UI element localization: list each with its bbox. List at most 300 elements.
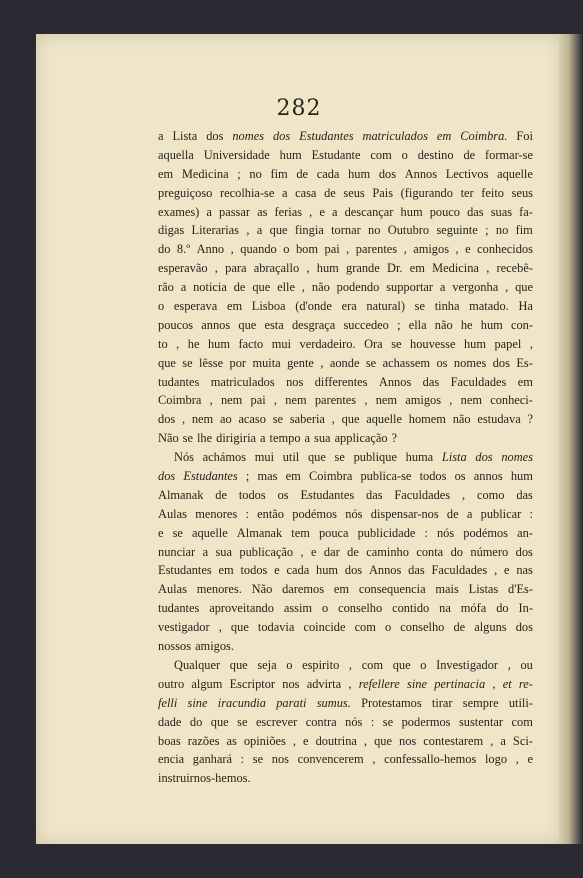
text-word: felli <box>158 695 178 710</box>
text-word: he <box>187 336 200 351</box>
text-word: conselho <box>338 601 383 616</box>
text-word: passar <box>219 204 250 219</box>
text-line <box>158 448 533 467</box>
text-word: , <box>462 487 466 502</box>
text-word: em <box>285 469 301 484</box>
text-word: cada <box>286 563 310 578</box>
text-word: estudava <box>477 412 521 427</box>
text-word: dos <box>158 469 176 484</box>
text-word: vergonha <box>452 280 499 295</box>
text-word: de <box>296 166 309 181</box>
text-word: a <box>202 544 209 559</box>
text-word: tornar <box>331 223 361 238</box>
text-word: advirta <box>306 676 342 691</box>
text-word: con- <box>510 317 533 332</box>
text-word: podendo <box>336 280 380 295</box>
text-word: Almanak <box>236 525 283 540</box>
text-word: mas <box>257 469 278 484</box>
text-word: todavia <box>257 620 295 635</box>
text-word: fingia <box>294 223 324 238</box>
text-word: applicação <box>334 431 388 446</box>
text-word: sustentar <box>458 714 504 729</box>
text-word: ao <box>219 412 232 427</box>
text-word: cada <box>316 166 340 181</box>
text-word: Faculdades <box>450 374 507 389</box>
text-word: hum <box>463 336 486 351</box>
text-word: annos <box>201 317 231 332</box>
text-word: , <box>320 355 324 370</box>
text-word: elle <box>277 280 295 295</box>
text-word: ferias <box>274 204 303 219</box>
text-word: Qualquer <box>174 657 221 672</box>
text-word: nas <box>516 563 533 578</box>
text-word: a <box>466 506 473 521</box>
text-word: to <box>158 336 168 351</box>
text-word: esperavão <box>158 261 208 276</box>
text-line <box>158 278 533 297</box>
text-word: , <box>306 261 310 276</box>
book-page <box>36 34 562 844</box>
text-word: e <box>311 544 317 559</box>
text-word: matriculados <box>210 374 275 389</box>
text-line <box>158 675 533 694</box>
text-word: succedeo <box>343 317 389 332</box>
text-word: Universidade <box>203 147 270 162</box>
text-word: , <box>331 412 335 427</box>
text-word: , <box>309 204 313 219</box>
text-word: re- <box>518 676 533 691</box>
text-word: exames) <box>158 204 200 219</box>
text-word: que <box>229 657 248 672</box>
text-word: em <box>333 582 350 597</box>
text-word: quando <box>240 242 277 257</box>
text-word: não <box>434 317 453 332</box>
text-word: a <box>158 129 164 143</box>
text-word: Outubro <box>387 223 430 238</box>
text-word: doutrina <box>315 733 357 748</box>
text-word: nem <box>375 393 398 408</box>
text-word: houvesse <box>410 336 456 351</box>
text-line <box>158 165 533 184</box>
text-word: fim <box>515 223 533 238</box>
text-line <box>158 297 533 316</box>
text-word: conhecidos <box>477 242 533 257</box>
text-word: Não <box>251 582 273 597</box>
text-word: (d'onde <box>295 299 332 314</box>
text-word: escrever <box>255 714 298 729</box>
text-word: ter <box>460 185 474 200</box>
text-word: todos <box>419 469 447 484</box>
text-word: daremos <box>282 582 325 597</box>
text-word: Nós <box>174 450 194 465</box>
text-word: a <box>439 280 446 295</box>
text-word: , <box>273 393 278 408</box>
text-word: ? <box>527 412 533 427</box>
text-word: , <box>346 242 350 257</box>
text-word: confessallo-hemos <box>384 752 477 767</box>
text-word: era <box>341 299 357 314</box>
text-word: aquelle <box>366 412 402 427</box>
text-word: seus <box>343 185 365 200</box>
text-word: Aulas <box>158 506 187 521</box>
text-word: dos <box>158 412 176 427</box>
text-word: descançar <box>344 204 394 219</box>
text-word: , <box>301 280 305 295</box>
text-word: sine <box>407 676 427 691</box>
text-word: dispensar-nos <box>370 506 439 521</box>
text-word: bom <box>295 242 318 257</box>
text-word: publicidade <box>357 525 416 540</box>
text-word: pai <box>250 393 266 408</box>
text-word: hum <box>400 204 423 219</box>
text-word: contestarem <box>423 733 484 748</box>
text-word: acaso <box>238 412 266 427</box>
text-word: parati <box>276 695 307 710</box>
text-line <box>158 713 533 732</box>
text-line <box>158 146 533 165</box>
text-word: que <box>269 223 288 238</box>
text-word: Literarias <box>191 223 239 238</box>
text-word: , <box>529 336 533 351</box>
text-word: nem <box>191 412 214 427</box>
text-word: hum <box>348 166 371 181</box>
text-word: não <box>311 280 330 295</box>
text-word: em <box>517 374 533 389</box>
text-word: fim <box>270 166 288 181</box>
text-word: e <box>465 242 471 257</box>
text-word: de <box>347 544 359 559</box>
text-word: boas <box>158 733 181 748</box>
text-line <box>158 486 533 505</box>
text-word: conta <box>416 544 444 559</box>
text-word: preguiçoso <box>158 185 213 200</box>
text-word: logo <box>484 752 508 767</box>
text-word: Listas <box>468 582 499 597</box>
text-word: a <box>304 431 311 446</box>
text-word: aquelle <box>497 166 533 181</box>
text-word: as <box>226 733 237 748</box>
text-word: e <box>303 733 309 748</box>
text-word: pouco <box>429 204 460 219</box>
text-line <box>158 354 533 373</box>
text-word: tem <box>291 525 310 540</box>
text-word: Foi <box>516 129 533 143</box>
text-word: Estudantes <box>183 469 238 484</box>
text-word: podémos <box>463 525 509 540</box>
text-word: dos <box>515 620 533 635</box>
text-line <box>158 373 533 392</box>
text-word: pai <box>324 242 340 257</box>
text-word: nos <box>282 676 300 691</box>
text-word: dos <box>378 166 397 181</box>
text-word: do <box>450 544 463 559</box>
text-word: , <box>449 393 453 408</box>
text-word: algum <box>191 676 223 691</box>
text-word: homem <box>408 412 446 427</box>
text-word: podémos <box>292 506 338 521</box>
text-word: Annos <box>378 374 412 389</box>
text-word: destino <box>417 147 454 162</box>
text-word: feito <box>481 185 504 200</box>
text-word: hum <box>316 261 339 276</box>
text-word: em <box>226 299 243 314</box>
text-line <box>158 524 533 543</box>
text-word: publique <box>353 450 397 465</box>
text-line <box>158 637 533 656</box>
text-word: an- <box>517 525 533 540</box>
text-word: alguns <box>474 620 507 635</box>
text-word: : <box>240 752 245 767</box>
text-word: mófa <box>460 601 487 616</box>
text-word: Faculdades <box>431 563 488 578</box>
text-word: ganhará <box>192 752 233 767</box>
text-word: d'Es- <box>508 582 533 597</box>
text-word: , <box>181 412 186 427</box>
text-word: nos <box>286 374 304 389</box>
text-word: Coimbra <box>158 393 202 408</box>
text-word: de <box>446 506 459 521</box>
text-word: differentes <box>314 374 368 389</box>
text-word: das <box>366 487 383 502</box>
text-word: a <box>331 204 338 219</box>
text-word: aquella <box>158 147 194 162</box>
text-word: que <box>230 620 249 635</box>
text-word: : <box>370 714 375 729</box>
text-word: Aulas <box>158 582 187 597</box>
text-word: fa- <box>519 204 533 219</box>
text-word: hum <box>510 469 533 484</box>
text-word: noticia <box>193 280 227 295</box>
text-word: mui <box>254 450 275 465</box>
text-word: , <box>492 676 496 691</box>
text-word: se <box>237 714 248 729</box>
text-word: esperava <box>173 299 218 314</box>
text-word: , <box>363 733 368 748</box>
text-word: dos <box>492 355 510 370</box>
text-line <box>158 732 533 751</box>
text-word: na <box>439 601 451 616</box>
text-word: , <box>176 336 180 351</box>
text-word: Lisboa <box>251 299 286 314</box>
text-word: recolhia-se <box>220 185 275 200</box>
text-word: In- <box>518 601 533 616</box>
text-word: amigos <box>405 393 442 408</box>
text-word: refellere <box>358 676 400 691</box>
text-word: encia <box>158 752 185 767</box>
text-word: matado. <box>469 299 509 314</box>
text-word: que <box>238 317 257 332</box>
text-word: (figurando <box>400 185 453 200</box>
text-word: instruirnos-hemos. <box>158 771 251 786</box>
text-line <box>158 543 533 562</box>
text-word: Coimbra <box>308 469 353 484</box>
text-word: Medicina <box>432 261 479 276</box>
text-word: hum <box>480 317 503 332</box>
text-word: Lista <box>441 450 467 465</box>
text-line <box>158 410 533 429</box>
text-word: sumus. <box>316 695 351 710</box>
text-word: , <box>455 242 459 257</box>
text-word: pouca <box>318 525 349 540</box>
text-word: Ora <box>364 336 383 351</box>
text-word: , <box>486 261 490 276</box>
text-word: do <box>189 714 203 729</box>
text-word: amigos <box>413 242 450 257</box>
text-word: número <box>470 544 509 559</box>
text-word: se <box>172 525 183 540</box>
text-word: ; <box>245 469 250 484</box>
text-word: e <box>158 525 164 540</box>
text-word: formar-se <box>485 147 533 162</box>
text-word: que <box>341 412 360 427</box>
text-word: consequencia <box>358 582 426 597</box>
text-line <box>158 240 533 259</box>
text-word: : <box>245 506 249 521</box>
text-word: no <box>368 223 381 238</box>
text-word: Faculdades <box>394 487 451 502</box>
text-word: hum <box>316 563 339 578</box>
text-word: ? <box>391 431 398 446</box>
text-word: menores. <box>196 582 242 597</box>
text-word: vestigador <box>158 620 210 635</box>
text-word: he <box>460 317 473 332</box>
text-word: das <box>422 374 440 389</box>
text-line <box>158 184 533 203</box>
text-word: , <box>403 242 407 257</box>
text-word: que <box>515 280 533 295</box>
text-word: utili- <box>508 695 533 710</box>
text-word: , <box>292 733 296 748</box>
text-word: seguinte <box>436 223 478 238</box>
text-line <box>158 694 533 713</box>
text-word: Anno <box>196 242 225 257</box>
text-word: abraçallo <box>253 261 300 276</box>
text-word: nos <box>399 733 417 748</box>
text-word: recebê- <box>496 261 533 276</box>
text-word: o <box>401 147 408 162</box>
text-word: nem <box>460 393 482 408</box>
text-word: e <box>274 563 280 578</box>
text-word: sua <box>215 544 232 559</box>
text-word: caminho <box>366 544 409 559</box>
text-word: aproveitando <box>209 601 274 616</box>
text-word: , <box>218 620 222 635</box>
text-word: natural) <box>366 299 405 314</box>
text-line <box>158 391 533 410</box>
text-word: que <box>374 733 392 748</box>
text-word: opiniões <box>243 733 286 748</box>
text-word: nos <box>271 752 289 767</box>
text-word: , <box>300 544 304 559</box>
text-word: se <box>365 355 377 370</box>
text-line <box>158 769 533 788</box>
text-word: se <box>391 336 402 351</box>
text-word: e <box>504 563 510 578</box>
text-word: nunciar <box>158 544 196 559</box>
text-word: tudantes <box>158 601 200 616</box>
text-word: se <box>414 299 425 314</box>
text-word: podermos <box>401 714 451 729</box>
text-word: verdadeiro. <box>299 336 356 351</box>
text-word: conselho <box>400 620 445 635</box>
text-word: rão <box>158 280 174 295</box>
text-word: tirar <box>431 695 453 710</box>
text-word: pertinacia <box>434 676 486 691</box>
text-word: dos <box>206 129 224 143</box>
text-word: espirito <box>302 657 340 672</box>
text-word: razões <box>187 733 220 748</box>
text-word: Ha <box>518 299 533 314</box>
text-word: grande <box>346 261 380 276</box>
text-word: , <box>348 676 352 691</box>
text-word: das <box>516 487 533 502</box>
text-word: Es- <box>516 355 533 370</box>
text-word: coincide <box>303 620 346 635</box>
text-word: nós <box>345 714 363 729</box>
text-word: a <box>500 733 506 748</box>
text-word: facto <box>238 336 264 351</box>
text-word: se <box>252 752 264 767</box>
text-word: , <box>246 223 250 238</box>
text-word: outro <box>158 676 185 691</box>
text-word: a <box>281 185 288 200</box>
text-word: o <box>283 242 290 257</box>
text-word: dos <box>515 544 533 559</box>
text-word: achassem <box>382 355 431 370</box>
text-line <box>158 561 533 580</box>
text-word: Lectivos <box>445 166 489 181</box>
text-word: convencerem <box>297 752 364 767</box>
text-word: se <box>272 412 284 427</box>
text-word: o <box>321 601 329 616</box>
text-word: dar <box>323 544 340 559</box>
text-word: a <box>206 204 212 219</box>
text-word: do <box>158 242 171 257</box>
text-word: a <box>180 280 187 295</box>
text-word: , <box>348 657 353 672</box>
text-word: nem <box>220 393 243 408</box>
text-line <box>158 429 533 448</box>
text-word: tudantes <box>158 374 200 389</box>
text-line <box>158 467 533 486</box>
text-word: supportar <box>386 280 434 295</box>
text-word: em <box>158 166 174 181</box>
text-word: se <box>382 714 394 729</box>
text-word: , <box>490 733 494 748</box>
body-text <box>158 127 533 788</box>
text-word: poucos <box>158 317 194 332</box>
text-word: Coimbra. <box>460 129 508 143</box>
text-word: publicação <box>239 544 294 559</box>
text-word: se <box>334 450 345 465</box>
text-word: com <box>511 714 533 729</box>
text-word: Estudantes <box>299 129 354 143</box>
text-word: todos <box>238 487 266 502</box>
text-line <box>158 580 533 599</box>
text-word: não <box>452 412 471 427</box>
text-word: conheci- <box>490 393 533 408</box>
text-word: no <box>249 166 262 181</box>
text-word: em <box>409 261 425 276</box>
text-word: para <box>225 261 247 276</box>
text-word: , <box>364 393 368 408</box>
text-word: dos <box>272 129 291 143</box>
text-word: que <box>252 280 271 295</box>
page-edge <box>559 34 583 844</box>
text-word: huma <box>405 450 434 465</box>
text-word: Lista <box>172 129 198 143</box>
text-word: nomes <box>232 129 265 143</box>
